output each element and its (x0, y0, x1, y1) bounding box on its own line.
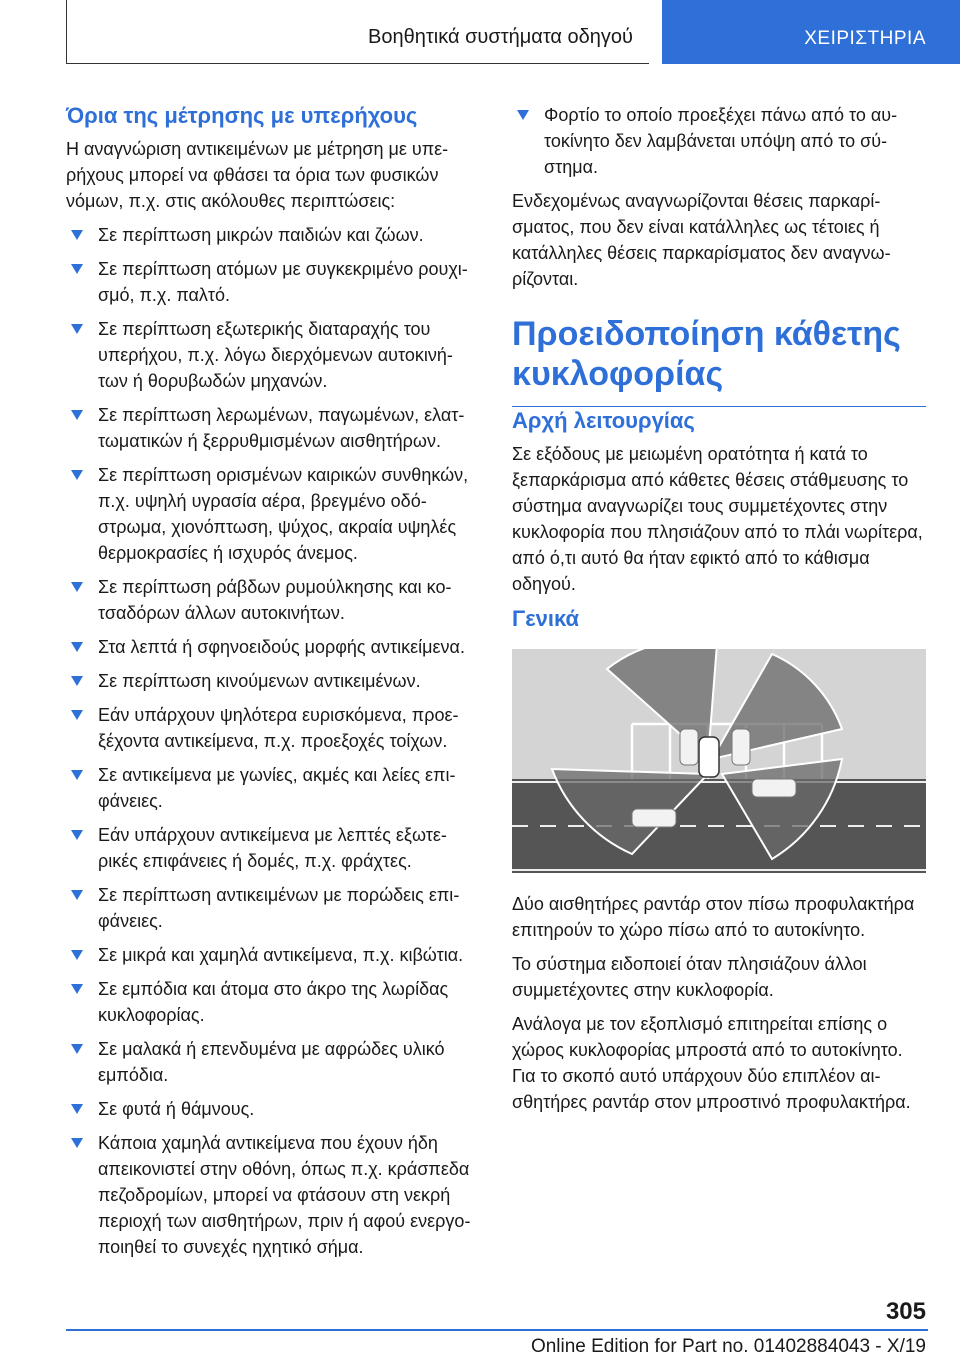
list-item: Στα λεπτά ή σφηνοειδούς μορφής αντικείμενα. (66, 634, 476, 660)
bullet-triangle-icon (71, 1138, 83, 1148)
footer-divider (66, 1329, 928, 1331)
list-item: Σε περίπτωση αντικειμένων με πορώδεις επιφάνειες. (66, 882, 476, 934)
list-item: Σε περίπτωση ατόμων με συγκεκριμένο ρουχισμό, π.χ. παλτό. (66, 256, 476, 308)
list-item: Σε φυτά ή θάμνους. (66, 1096, 476, 1122)
list-item: Φορτίο το οποίο προεξέχει πάνω από το αυτοκίνητο δεν λαμβάνεται υπόψη από το σύστημα. (512, 102, 926, 180)
ultrasonic-limits-heading: Όρια της μέτρησης με υπερήχους (66, 103, 418, 128)
list-item: Σε μαλακά ή επενδυμένα με αφρώδες υλικό εμπόδια. (66, 1036, 476, 1088)
left-column (66, 102, 476, 1268)
limits-list-continued (512, 102, 926, 180)
edition-footer: Online Edition for Part no. 01402884043 - X/19 (530, 1336, 926, 1357)
bullet-triangle-icon (71, 324, 83, 334)
bullet-triangle-icon (71, 410, 83, 420)
list-item: Σε περίπτωση ράβδων ρυμούλκησης και κοτσαδόρων άλλων αυτοκινήτων. (66, 574, 476, 626)
bullet-triangle-icon (71, 676, 83, 686)
right-column (512, 102, 926, 1123)
own-car (699, 737, 719, 777)
page-number: 305 (885, 1298, 926, 1325)
list-item: Σε περίπτωση μικρών παιδιών και ζώων. (66, 222, 476, 248)
bullet-triangle-icon (71, 642, 83, 652)
bullet-triangle-icon (71, 830, 83, 840)
limits-list (66, 222, 476, 1260)
bullet-triangle-icon (71, 950, 83, 960)
bullet-triangle-icon (71, 264, 83, 274)
list-item: Σε εμπόδια και άτομα στο άκρο της λωρίδας κυκλοφορίας. (66, 976, 476, 1028)
list-item: Σε περίπτωση κινούμενων αντικειμένων. (66, 668, 476, 694)
radar-coverage-diagram (512, 649, 926, 873)
principle-text: Σε εξόδους με μειωμένη ορατότητα ή κατά το ξεπαρκάρισμα από κάθετες θέσεις στάθμευσης το σύστημα αναγνωρίζει τους συμμετέχοντες στην κυκλοφορία που πλησιάζουν από το πλάι νωρίτερα, από ό,τι αυτό θα ήταν εφικτό από το κάθισμα οδηγού. (512, 444, 923, 594)
list-item: Κάποια χαμηλά αντικείμενα που έχουν ήδη απεικονιστεί στην οθόνη, όπως π.χ. κράσπεδα πεζοδρομίων, μπορεί να φτάσουν στη νεκρή περιοχή των αισθητήρων, πριν ή αφού ενεργοποιηθεί το συνεχές ηχητικό σήμα. (66, 1130, 476, 1260)
list-item: Σε περίπτωση λερωμένων, παγωμένων, ελαττωματικών ή ξερρυθμισμένων αισθητήρων. (66, 402, 476, 454)
list-item: Σε αντικείμενα με γωνίες, ακμές και λείες επιφάνειες. (66, 762, 476, 814)
bullet-triangle-icon (71, 770, 83, 780)
bullet-triangle-icon (71, 230, 83, 240)
bullet-triangle-icon (71, 984, 83, 994)
list-item: Εάν υπάρχουν ψηλότερα ευρισκόμενα, προεξέχοντα αντικείμενα, π.χ. προεξοχές τοίχων. (66, 702, 476, 754)
bullet-triangle-icon (71, 1104, 83, 1114)
general-text-2: Το σύστημα ειδοποιεί όταν πλησιάζουν άλλοι συμμετέχοντες στην κυκλοφορία. (512, 954, 867, 1000)
header-box (66, 0, 649, 64)
bullet-triangle-icon (71, 890, 83, 900)
general-heading: Γενικά (512, 606, 580, 631)
cross-traffic-heading: Προειδοποίηση κάθετης κυκλοφορίας (512, 314, 926, 407)
parking-spaces-paragraph: Ενδεχομένως αναγνωρίζονται θέσεις παρκαρίσματος, που δεν είναι κατάλληλες ως τέτοιες ή κατάλληλες θέσεις παρκαρίσματος δεν αναγνωρίζονται. (512, 191, 891, 289)
list-item: Εάν υπάρχουν αντικείμενα με λεπτές εξωτερικές επιφάνειες ή δομές, π.χ. φράχτες. (66, 822, 476, 874)
bullet-triangle-icon (71, 710, 83, 720)
list-item: Σε περίπτωση ορισμένων καιρικών συνθηκών, π.χ. υψηλή υγρασία αέρα, βρεγμένο οδόστρωμα, χιονόπτωση, ψύχος, ακραία υψηλές θερμοκρασίες ή ισχυρός άνεμος. (66, 462, 476, 566)
bullet-triangle-icon (71, 582, 83, 592)
header-section-title: Βοηθητικά συστήματα οδηγού (368, 26, 633, 48)
chapter-tab (662, 0, 960, 64)
general-text-3: Ανάλογα με τον εξοπλισμό επιτηρείται επίσης ο χώρος κυκλοφορίας μπροστά από το αυτοκίνητο. Για το σκοπό αυτό υπάρχουν δύο επιπλέον αισθητήρες ραντάρ στον μπροστινό προφυλακτήρα. (512, 1014, 911, 1112)
bullet-triangle-icon (517, 110, 529, 120)
list-item: Σε περίπτωση εξωτερικής διαταραχής του υπερήχου, π.χ. λόγω διερχόμενων αυτοκινήτων ή θορυβωδών μηχανών. (66, 316, 476, 394)
cross-traffic-illustration (512, 649, 926, 873)
bullet-triangle-icon (71, 1044, 83, 1054)
chapter-tab-label: ΧΕΙΡΙΣΤΗΡΙΑ (804, 28, 926, 49)
principle-heading: Αρχή λειτουργίας (512, 408, 695, 433)
bullet-triangle-icon (71, 470, 83, 480)
general-text-1: Δύο αισθητήρες ραντάρ στον πίσω προφυλακτήρα επιτηρούν το χώρο πίσω από το αυτοκίνητο. (512, 894, 915, 940)
ultrasonic-limits-intro: Η αναγνώριση αντικειμένων με μέτρηση με υπερήχους μπορεί να φθάσει τα όρια των φυσικών νόμων, π.χ. στις ακόλουθες περιπτώσεις: (66, 139, 449, 211)
list-item: Σε μικρά και χαμηλά αντικείμενα, π.χ. κιβώτια. (66, 942, 476, 968)
